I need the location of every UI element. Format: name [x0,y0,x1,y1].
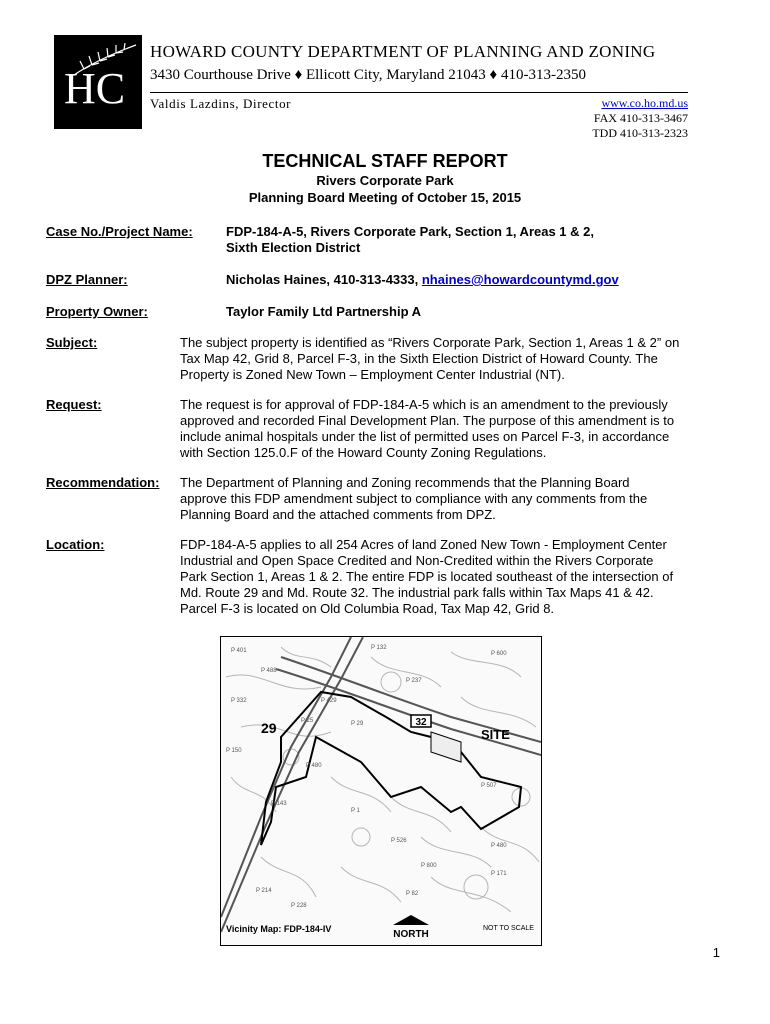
svg-text:P 132: P 132 [371,645,387,651]
case-line1: FDP-184-A-5, Rivers Corporate Park, Section 1, Areas 1 & 2, [226,224,594,239]
svg-text:P 332: P 332 [231,698,247,704]
svg-text:P 401: P 401 [231,648,247,654]
report-title: TECHNICAL STAFF REPORT [262,151,508,171]
case-label: Case No./Project Name: [46,224,193,239]
svg-text:P 228: P 228 [291,903,307,909]
svg-text:P 507: P 507 [481,783,497,789]
svg-text:P 150: P 150 [226,748,242,754]
subject-text: The subject property is identified as “Rivers Corporate Park, Section 1, Areas 1 & 2” on Tax Map 42, Grid 8, Parcel F-3, in the Sixth Election District of Howard County. The Property is Zoned New Town – Employment Center Industrial (NT). [180,335,680,382]
svg-text:P 480: P 480 [491,843,507,849]
subject-label: Subject: [46,335,98,350]
location-label: Location: [46,537,105,552]
county-logo [54,35,142,129]
svg-text:P 143: P 143 [271,801,287,807]
svg-text:P 25: P 25 [301,718,314,724]
owner-label: Property Owner: [46,304,148,319]
svg-text:P 82: P 82 [406,891,419,897]
director-name: Valdis Lazdins, Director [150,96,292,111]
planner-label: DPZ Planner: [46,272,128,287]
north-label: NORTH [393,929,429,940]
project-name: Rivers Corporate Park [316,173,454,188]
request-label: Request: [46,397,102,412]
owner-value: Taylor Family Ltd Partnership A [226,304,422,319]
svg-text:P 214: P 214 [256,888,272,894]
svg-text:P 526: P 526 [391,838,407,844]
page-number: 1 [712,945,720,960]
site-boundary [261,692,521,845]
recommendation-label: Recommendation: [46,475,160,490]
case-value [226,224,594,256]
logo-h: HC [64,64,126,113]
planner-text: Nicholas Haines, 410-313-4333, [226,272,422,287]
svg-text:P 1: P 1 [351,808,360,814]
north-arrow-icon [393,915,429,925]
department-address: 3430 Courthouse Drive ♦ Ellicott City, Maryland 21043 ♦ 410-313-2350 [150,67,586,83]
fax-number: FAX 410-313-3467 [593,111,688,125]
svg-text:P 600: P 600 [491,651,507,657]
svg-text:P 171: P 171 [491,871,507,877]
recommendation-text: The Department of Planning and Zoning recommends that the Planning Board approve this FDP amendment subject to compliance with any comments from the Planning Board and the attached comments from DPZ. [180,475,648,522]
svg-text:P 29: P 29 [351,721,364,727]
map-drawing [221,637,541,945]
vicinity-map [220,636,542,946]
route-29-label: 29 [261,720,277,736]
svg-text:P 488: P 488 [261,668,277,674]
site-label: SITE [481,727,510,742]
scale-note: NOT TO SCALE [483,925,534,932]
map-caption: Vicinity Map: FDP-184-IV [226,924,332,934]
contact-block [592,96,688,141]
route-32-label: 32 [415,717,427,728]
svg-text:P 800: P 800 [421,863,437,869]
website-link[interactable]: www.co.ho.md.us [601,96,688,110]
request-text: The request is for approval of FDP-184-A-5 which is an amendment to the previously approved and recorded Final Development Plan. The purpose of this amendment is to include animal hospitals under the list of permitted uses on Parcel F-3, in accordance with Section 125.0.F of the Howard County Zoning Regulations. [180,397,675,460]
location-text: FDP-184-A-5 applies to all 254 Acres of land Zoned New Town - Employment Center Industrial and Open Space Credited and Non-Credited within the Rivers Corporate Park Section 1, Areas 1 & 2. The entire FDP is located southeast of the intersection of Md. Route 29 and Md. Route 32. The industrial park falls within Tax Maps 41 & 42. Parcel F-3 is located on Old Columbia Road, Tax Map 42, Grid 8. [180,537,674,616]
svg-text:P 429: P 429 [321,698,337,704]
planner-value [226,272,619,288]
case-line2: Sixth Election District [226,240,361,255]
department-title: HOWARD COUNTY DEPARTMENT OF PLANNING AND ZONING [150,42,656,61]
header-divider [150,92,688,93]
svg-text:P 237: P 237 [406,678,422,684]
tdd-number: TDD 410-313-2323 [592,126,688,140]
planner-email-link[interactable]: nhaines@howardcountymd.gov [421,272,619,287]
svg-text:P 480: P 480 [306,763,322,769]
meeting-date: Planning Board Meeting of October 15, 2015 [248,190,522,205]
